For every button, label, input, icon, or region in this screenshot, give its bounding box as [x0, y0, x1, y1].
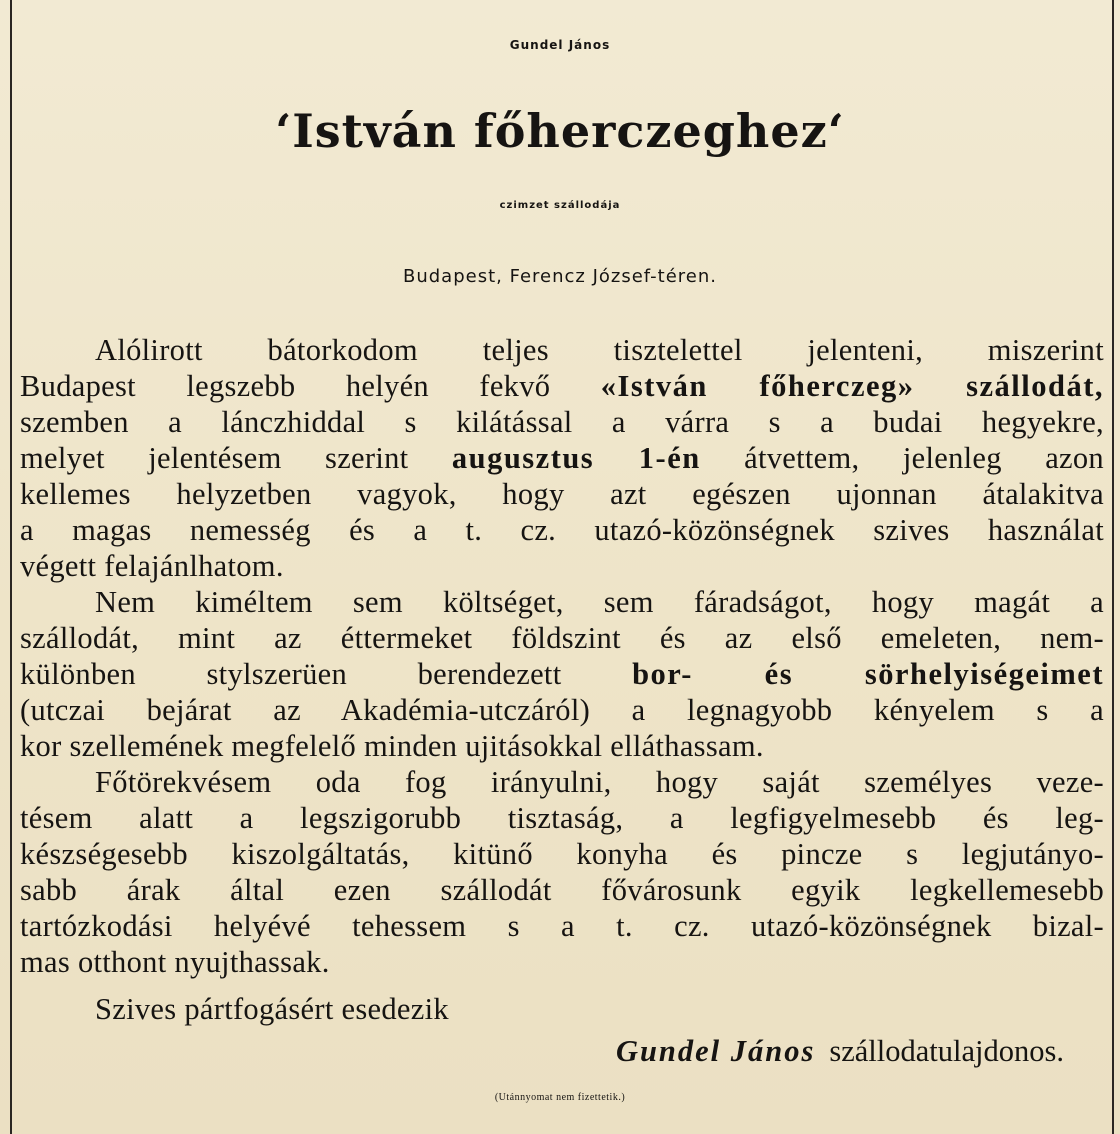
paragraph-1-line-4 — [20, 440, 1104, 476]
announcement-body — [20, 332, 1104, 980]
paragraph-2-line-4: (utczai bejárat az Akadémia-utczáról) a legnagyobb kényelem s a — [20, 693, 1104, 727]
right-border-rule — [1112, 0, 1114, 1134]
hotel-name-headline: ‘István főherczeghez‘ — [275, 104, 845, 158]
paragraph-2-line-2: szállodát, mint az éttermeket földszint és az első emeleten, nem- — [20, 621, 1104, 655]
text-segment: melyet jelentésem szerint — [20, 441, 409, 475]
paragraph-2-line-3 — [20, 656, 1104, 692]
signature-name: Gundel János — [615, 1034, 816, 1068]
paragraph-3-line-1: Főtörekvésem oda fog irányulni, hogy saját személyes veze- — [95, 765, 1104, 799]
paragraph-3-line-6: mas otthont nyujthassak. — [20, 945, 330, 979]
paragraph-3-line-3: készségesebb kiszolgáltatás, kitünő konyha és pincze s legjutányo- — [20, 837, 1104, 871]
signature-title: szállodatulajdonos. — [829, 1034, 1064, 1068]
signature-line — [616, 1034, 1064, 1069]
hotel-subtitle: czimzet szállodája — [499, 200, 621, 211]
paragraph-3-line-4: sabb árak által ezen szállodát fővárosunk egyik legkellemesebb — [20, 873, 1104, 907]
paragraph-1-line-2 — [20, 368, 1104, 404]
text-segment: különben stylszerüen berendezett — [20, 657, 562, 691]
text-segment: átvettem, jelenleg azon — [744, 441, 1104, 475]
closing-line: Szives pártfogásért esedezik — [95, 992, 449, 1026]
paragraph-1-line-7: végett felajánlhatom. — [20, 549, 284, 583]
paragraph-1-line-1: Alólirott bátorkodom teljes tisztelettel jelenteni, miszerint — [95, 333, 1104, 367]
text-segment: Budapest legszebb helyén fekvő — [20, 369, 551, 403]
paragraph-2-line-1: Nem kiméltem sem költséget, sem fáradságot, hogy magát a — [95, 585, 1104, 619]
date-emphasis: augusztus 1-én — [451, 441, 701, 475]
paragraph-1-line-5: kellemes helyzetben vagyok, hogy azt egészen ujonnan átalakitva — [20, 477, 1104, 511]
reprint-footnote: (Utánnyomat nem fizettetik.) — [494, 1092, 626, 1103]
left-border-rule — [10, 0, 12, 1134]
proprietor-name: Gundel János — [509, 38, 611, 52]
paragraph-1-line-3: szemben a lánczhiddal s kilátással a várra s a budai hegyekre, — [20, 405, 1104, 439]
hotel-location: Budapest, Ferencz József-téren. — [403, 266, 717, 287]
hotel-name-emphasis: «István főherczeg» szállodát, — [600, 369, 1104, 403]
paragraph-3-line-2: tésem alatt a legszigorubb tisztaság, a legfigyelmesebb és leg- — [20, 801, 1104, 835]
paragraph-2-line-5: kor szellemének megfelelő minden ujitásokkal elláthassam. — [20, 729, 764, 763]
paragraph-1-line-6: a magas nemesség és a t. cz. utazó-közönségnek szives használat — [20, 513, 1104, 547]
wine-beer-rooms-emphasis: bor- és sörhelyiségeimet — [632, 657, 1104, 691]
paragraph-3-line-5: tartózkodási helyévé tehessem s a t. cz. utazó-közönségnek bizal- — [20, 909, 1104, 943]
